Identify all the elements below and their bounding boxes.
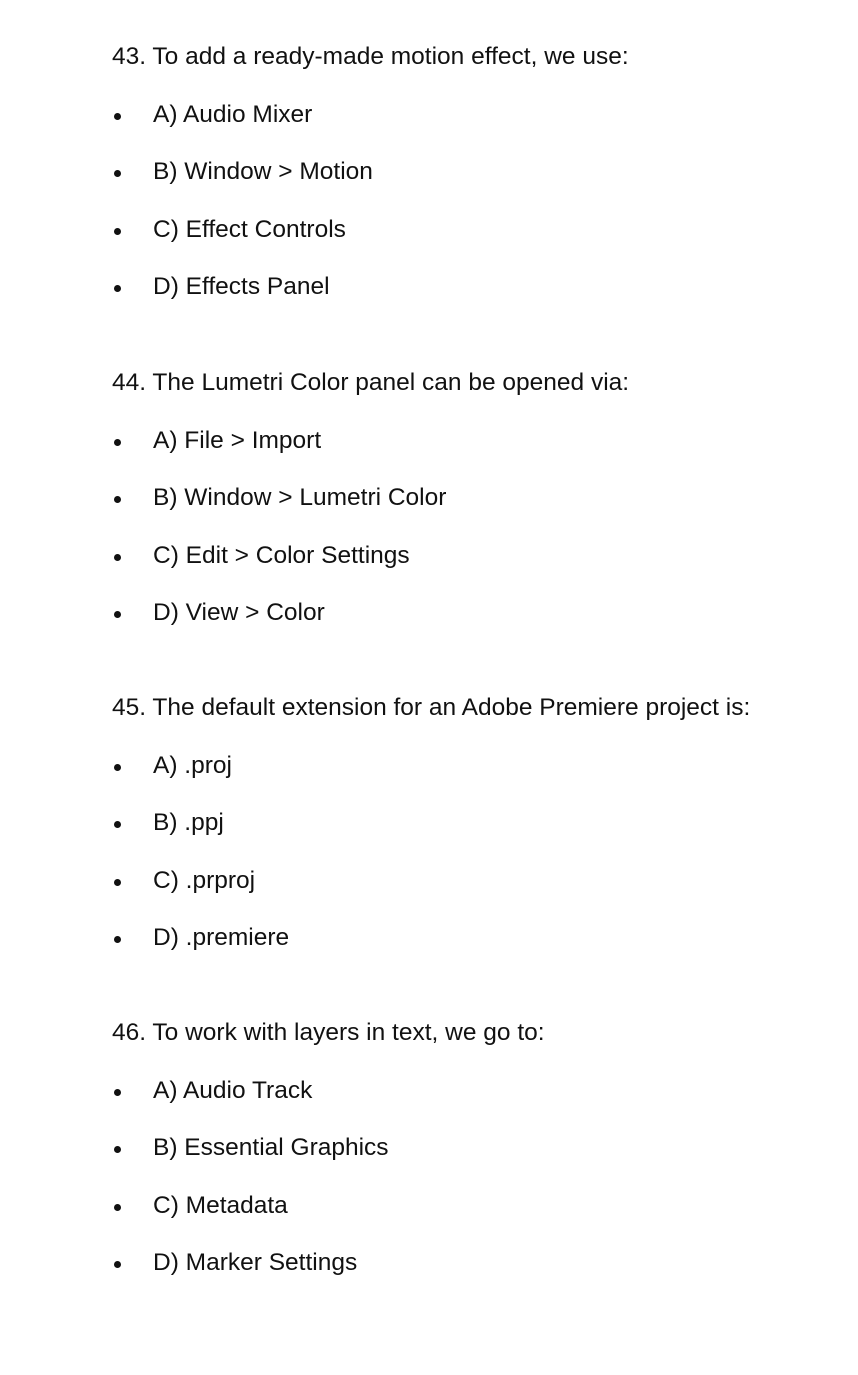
bullet-icon <box>114 764 121 771</box>
option-label: B) Window > Lumetri Color <box>153 484 447 512</box>
bullet-icon <box>114 879 121 886</box>
option-label: D) View > Color <box>153 598 325 626</box>
question-44: 44. The Lumetri Color panel can be opened via: <box>112 369 630 396</box>
bullet-icon <box>114 285 121 292</box>
option-label: C) Metadata <box>153 1191 288 1219</box>
bullet-icon <box>114 611 121 618</box>
option-label: B) Essential Graphics <box>153 1134 389 1162</box>
bullet-icon <box>114 821 121 828</box>
option-label: B) Window > Motion <box>153 158 373 186</box>
option-label: A) .proj <box>153 752 232 779</box>
bullet-icon <box>114 439 121 446</box>
bullet-icon <box>114 1204 121 1211</box>
option-label: B) .ppj <box>153 809 224 837</box>
option-label: A) Audio Track <box>153 1077 313 1104</box>
option-label: D) Effects Panel <box>153 272 330 300</box>
option-label: A) Audio Mixer <box>153 101 313 128</box>
bullet-icon <box>114 1089 121 1096</box>
bullet-icon <box>114 113 121 120</box>
question-46: 46. To work with layers in text, we go to: <box>112 1019 545 1046</box>
bullet-icon <box>114 496 121 503</box>
option-label: C) .prproj <box>153 866 256 894</box>
option-label: C) Edit > Color Settings <box>153 541 410 569</box>
bullet-icon <box>114 170 121 177</box>
question-45: 45. The default extension for an Adobe Premiere project is: <box>112 694 751 721</box>
bullet-icon <box>114 1146 121 1153</box>
bullet-icon <box>114 936 121 943</box>
option-label: A) File > Import <box>153 427 322 454</box>
question-43: 43. To add a ready-made motion effect, we use: <box>112 43 629 70</box>
option-label: C) Effect Controls <box>153 215 346 243</box>
option-label: D) .premiere <box>153 923 290 951</box>
bullet-icon <box>114 554 121 561</box>
bullet-icon <box>114 1261 121 1268</box>
bullet-icon <box>114 228 121 235</box>
option-label: D) Marker Settings <box>153 1248 358 1276</box>
